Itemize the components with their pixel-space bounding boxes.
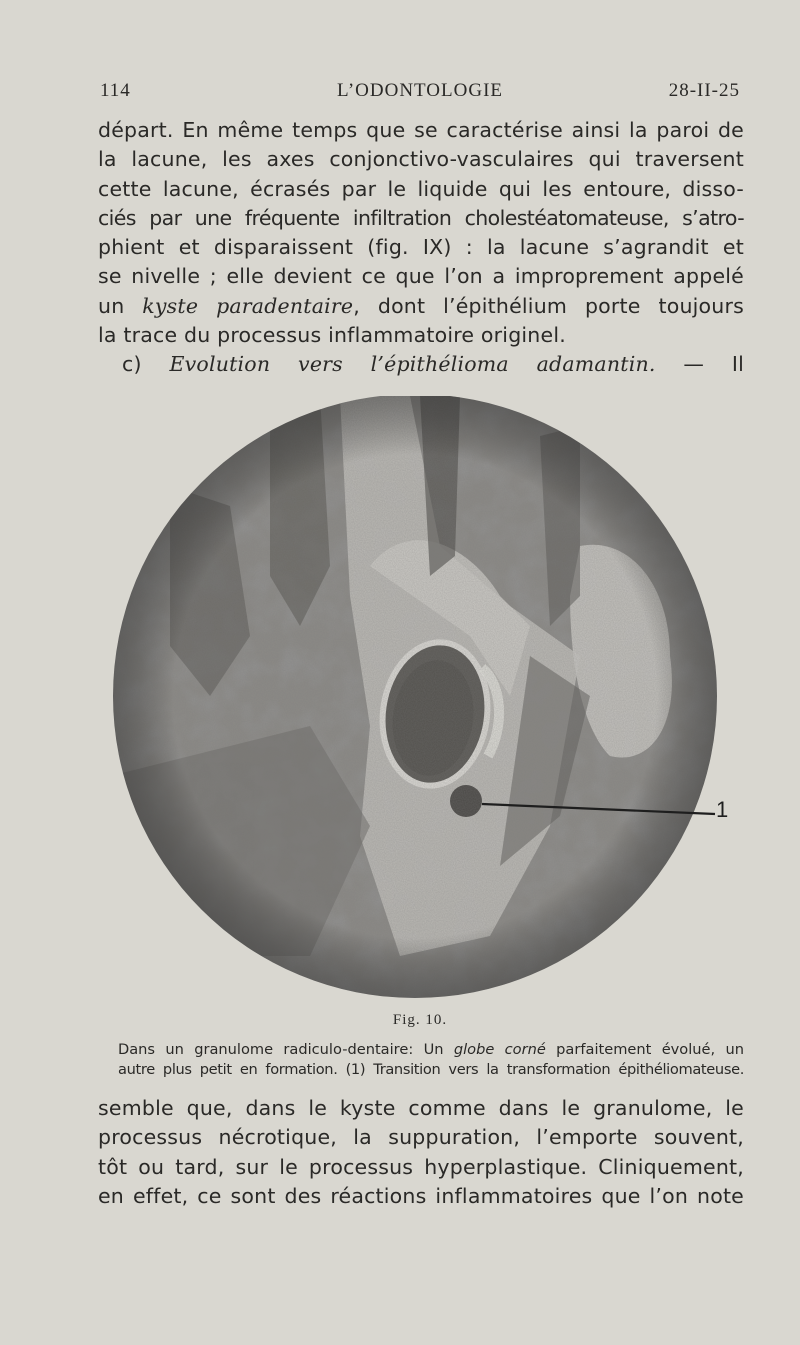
issue-date: 28-II-25 [668, 80, 740, 101]
caption-span: parfaitement évolué, un [545, 1041, 744, 1058]
text-line: cette lacune, écrasés par le liquide qui les entoure, disso- [98, 176, 744, 201]
caption-line [118, 1040, 744, 1060]
text-line: se nivelle ; elle devient ce que l’on a improprement appelé [98, 264, 744, 289]
text-span: c) [122, 352, 170, 377]
section-heading-line [98, 350, 744, 379]
italic-heading: Evolution vers l’épithélioma adamantin. [169, 352, 656, 377]
bottom-paragraph [98, 1094, 744, 1211]
text-span: , dont l’épithélium porte toujours [353, 293, 744, 318]
text-line: la trace du processus inflammatoire originel. [98, 323, 566, 348]
text-line: processus nécrotique, la suppuration, l’emporte souvent, [98, 1125, 744, 1150]
figure-number: Fig. 10. [392, 1012, 448, 1028]
text-line: semble que, dans le kyste comme dans le granulome, le [98, 1096, 744, 1120]
text-line: ciés par une fréquente infiltration cholestéatomateuse, s’atro- [98, 205, 744, 230]
micrograph-figure [110, 396, 730, 1004]
pointer-label: 1 [716, 797, 729, 822]
running-head [100, 80, 740, 110]
text-line: en effet, ce sont des réactions inflammatoires que l’on note [98, 1183, 744, 1208]
caption-span: Dans un granulome radiculo-dentaire: Un [118, 1041, 454, 1058]
text-line: tôt ou tard, sur le processus hyperplastique. Cliniquement, [98, 1154, 744, 1179]
caption-line: autre plus petit en formation. (1) Transition vers la transformation épithéliomateuse. [118, 1061, 744, 1078]
text-line: la lacune, les axes conjonctivo-vasculaires qui traversent [98, 147, 744, 172]
top-paragraph [98, 116, 744, 380]
text-line: phient et disparaissent (fig. IX) : la lacune s’agrandit et [98, 235, 744, 260]
text-span: un [98, 293, 143, 318]
text-line [98, 292, 744, 321]
text-span: — Il [655, 352, 744, 377]
journal-title: L’ODONTOLOGIE [336, 80, 504, 101]
page-number: 114 [100, 80, 131, 101]
figure-caption [118, 1040, 744, 1080]
text-line: départ. En même temps que se caractérise ainsi la paroi de [98, 118, 744, 142]
italic-term-kyste: kyste paradentaire [142, 293, 354, 318]
caption-italic: globe corné [453, 1041, 546, 1058]
micrograph-disc [110, 396, 730, 1004]
